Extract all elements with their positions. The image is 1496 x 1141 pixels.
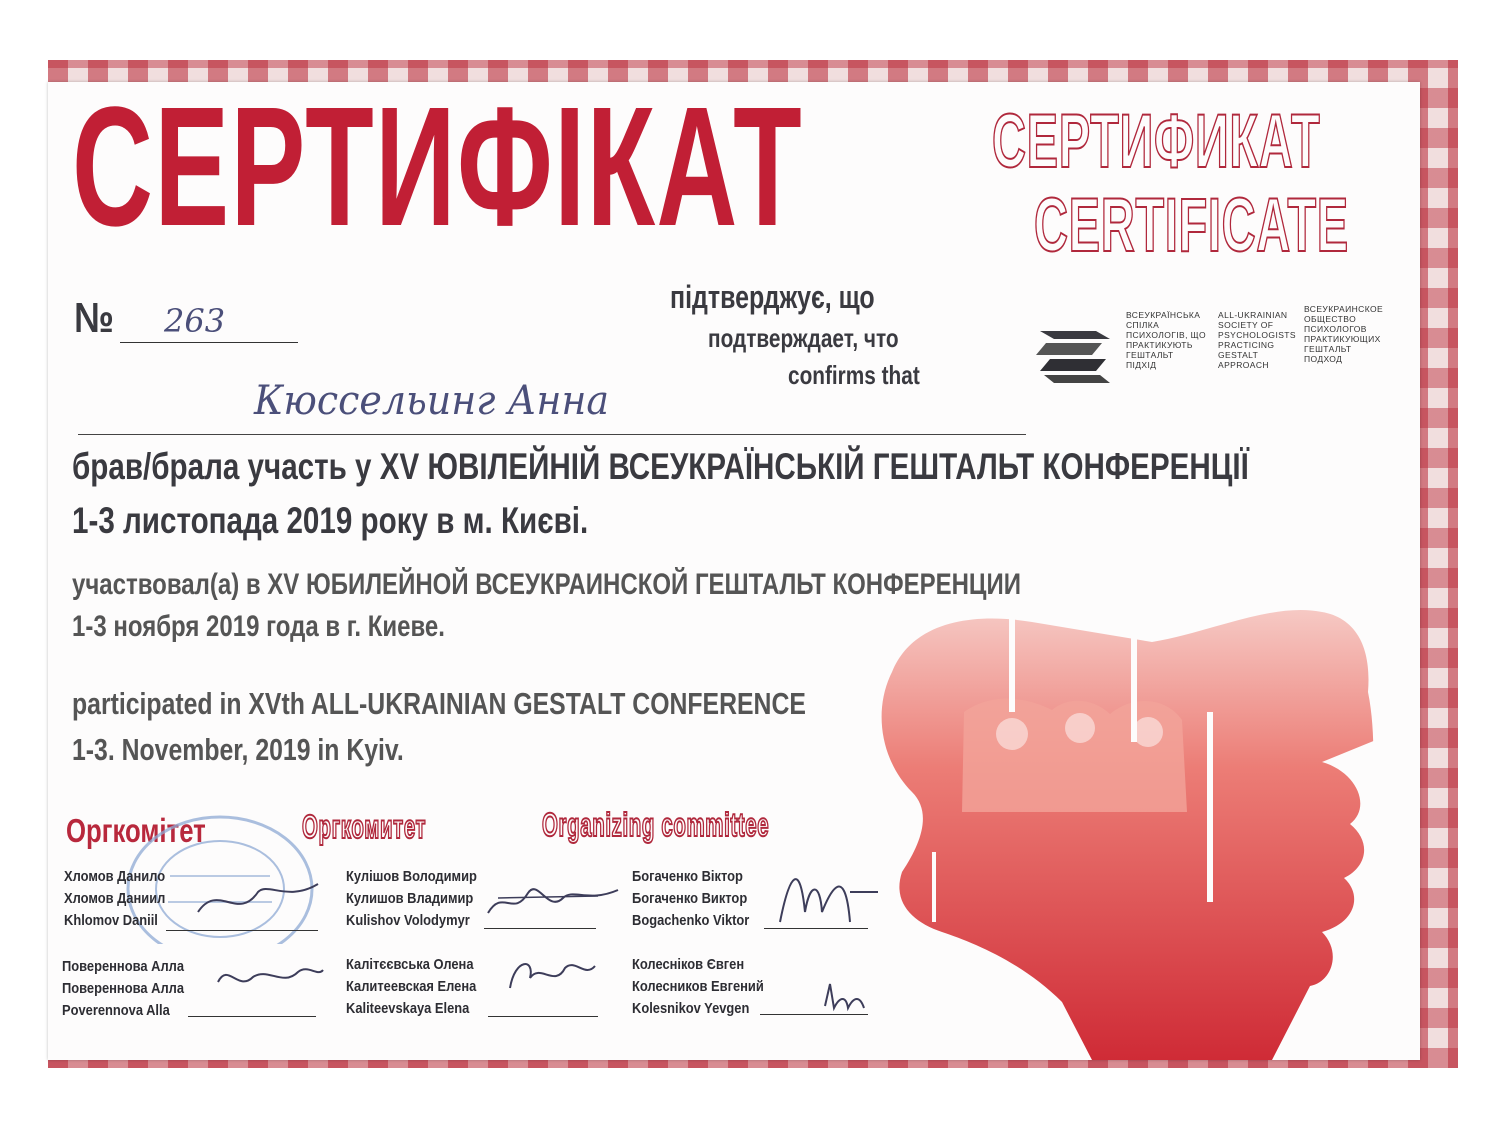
signatory-name-en: Khlomov Daniil: [64, 912, 158, 929]
signature-line: [188, 1016, 316, 1017]
confirms-english: confirms that: [788, 360, 920, 390]
signatory-block: [346, 954, 476, 1020]
signatory-name-en: Kaliteevskaya Elena: [346, 1000, 470, 1017]
signature-line: [488, 1016, 598, 1017]
signature-line: [484, 928, 596, 929]
signatory-block: [632, 954, 764, 1020]
signature-kolesnikov: [820, 976, 880, 1016]
text-ukrainian-line1: брав/брала участь у XV ЮВІЛЕЙНІЙ ВСЕУКРАЇНСЬКІЙ ГЕШТАЛЬТ КОНФЕРЕНЦІЇ: [72, 446, 1249, 487]
signatory-name-ru: Калитеевская Елена: [346, 978, 477, 995]
text-russian-line1: участвовал(а) в XV ЮБИЛЕЙНОЙ ВСЕУКРАИНСКОЙ ГЕШТАЛЬТ КОНФЕРЕНЦИИ: [72, 568, 1021, 601]
title-english: CERTIFICATE: [1034, 183, 1349, 268]
committee-label-english: Organizing committee: [542, 806, 770, 843]
org-name-russian: ВСЕУКРАИНСКОЕ ОБЩЕСТВО ПСИХОЛОГОВ ПРАКТИКУЮЩИХ ГЕШТАЛЬТ ПОДХОД: [1304, 304, 1384, 364]
text-english-line2: 1-3. November, 2019 in Kyiv.: [72, 732, 404, 767]
title-ukrainian: СЕРТИФІКАТ: [72, 82, 804, 262]
text-english-line1: participated in XVth ALL-UKRAINIAN GESTALT CONFERENCE: [72, 686, 806, 721]
signatory-block: [632, 866, 749, 932]
signature-poverennova: [208, 952, 328, 1002]
signatory-name-en: Kulishov Volodymyr: [346, 912, 470, 929]
org-name-ukrainian: ВСЕУКРАЇНСЬКА СПІЛКА ПСИХОЛОГІВ, ЩО ПРАКТИКУЮТЬ ГЕШТАЛЬТ ПІДХІД: [1126, 310, 1206, 370]
committee-label-ukrainian: Оргкомітет: [66, 812, 206, 849]
signatory-name-uk: Повереннова Алла: [62, 958, 185, 975]
signatory-name-uk: Калітєєвська Олена: [346, 956, 474, 973]
certificate-number: 263: [164, 302, 226, 340]
signatory-name-en: Kolesnikov Yevgen: [632, 1000, 750, 1017]
committee-label-russian: Оргкомитет: [302, 808, 427, 845]
title-russian: СЕРТИФИКАТ: [992, 99, 1321, 184]
signatory-name-en: Bogachenko Viktor: [632, 912, 750, 929]
signatory-name-ru: Богаченко Виктор: [632, 890, 748, 907]
org-name-english: ALL-UKRAINIAN SOCIETY OF PSYCHOLOGISTS PRACTICING GESTALT APPROACH: [1218, 310, 1296, 370]
signature-kulishov: [478, 868, 628, 928]
signatory-name-uk: Хломов Данило: [64, 868, 166, 885]
text-ukrainian-line2: 1-3 листопада 2019 року в м. Києві.: [72, 500, 589, 541]
signatory-name-ru: Хломов Даниил: [64, 890, 166, 907]
signature-bogachenko: [760, 852, 880, 942]
signatory-name-ru: Повереннова Алла: [62, 980, 185, 997]
signatory-name-uk: Богаченко Віктор: [632, 868, 743, 885]
confirms-ukrainian: підтверджує, що: [670, 279, 875, 315]
gestalt-profile-illustration: [852, 602, 1420, 1060]
signature-kaliteevskaya: [500, 948, 600, 998]
signatory-name-uk: Кулішов Володимир: [346, 868, 477, 885]
signatory-block: [62, 956, 184, 1022]
signature-khlomov: [188, 872, 328, 932]
signatory-name-en: Poverennova Alla: [62, 1002, 170, 1019]
signatory-name-uk: Колесніков Євген: [632, 956, 745, 973]
signatory-block: [64, 866, 165, 932]
signatory-block: [346, 866, 477, 932]
number-label: №: [74, 294, 114, 341]
layered-arrows-logo-icon: [1036, 327, 1110, 387]
confirms-russian: подтверждает, что: [708, 323, 899, 353]
text-russian-line2: 1-3 ноября 2019 года в г. Киеве.: [72, 610, 445, 643]
recipient-name: Кюссельинг Анна: [254, 378, 610, 424]
name-underline: [78, 434, 1026, 435]
signatory-name-ru: Колесников Евгений: [632, 978, 764, 995]
number-underline: [120, 342, 298, 343]
certificate-sheet: [48, 82, 1420, 1060]
signatory-name-ru: Кулишов Владимир: [346, 890, 474, 907]
